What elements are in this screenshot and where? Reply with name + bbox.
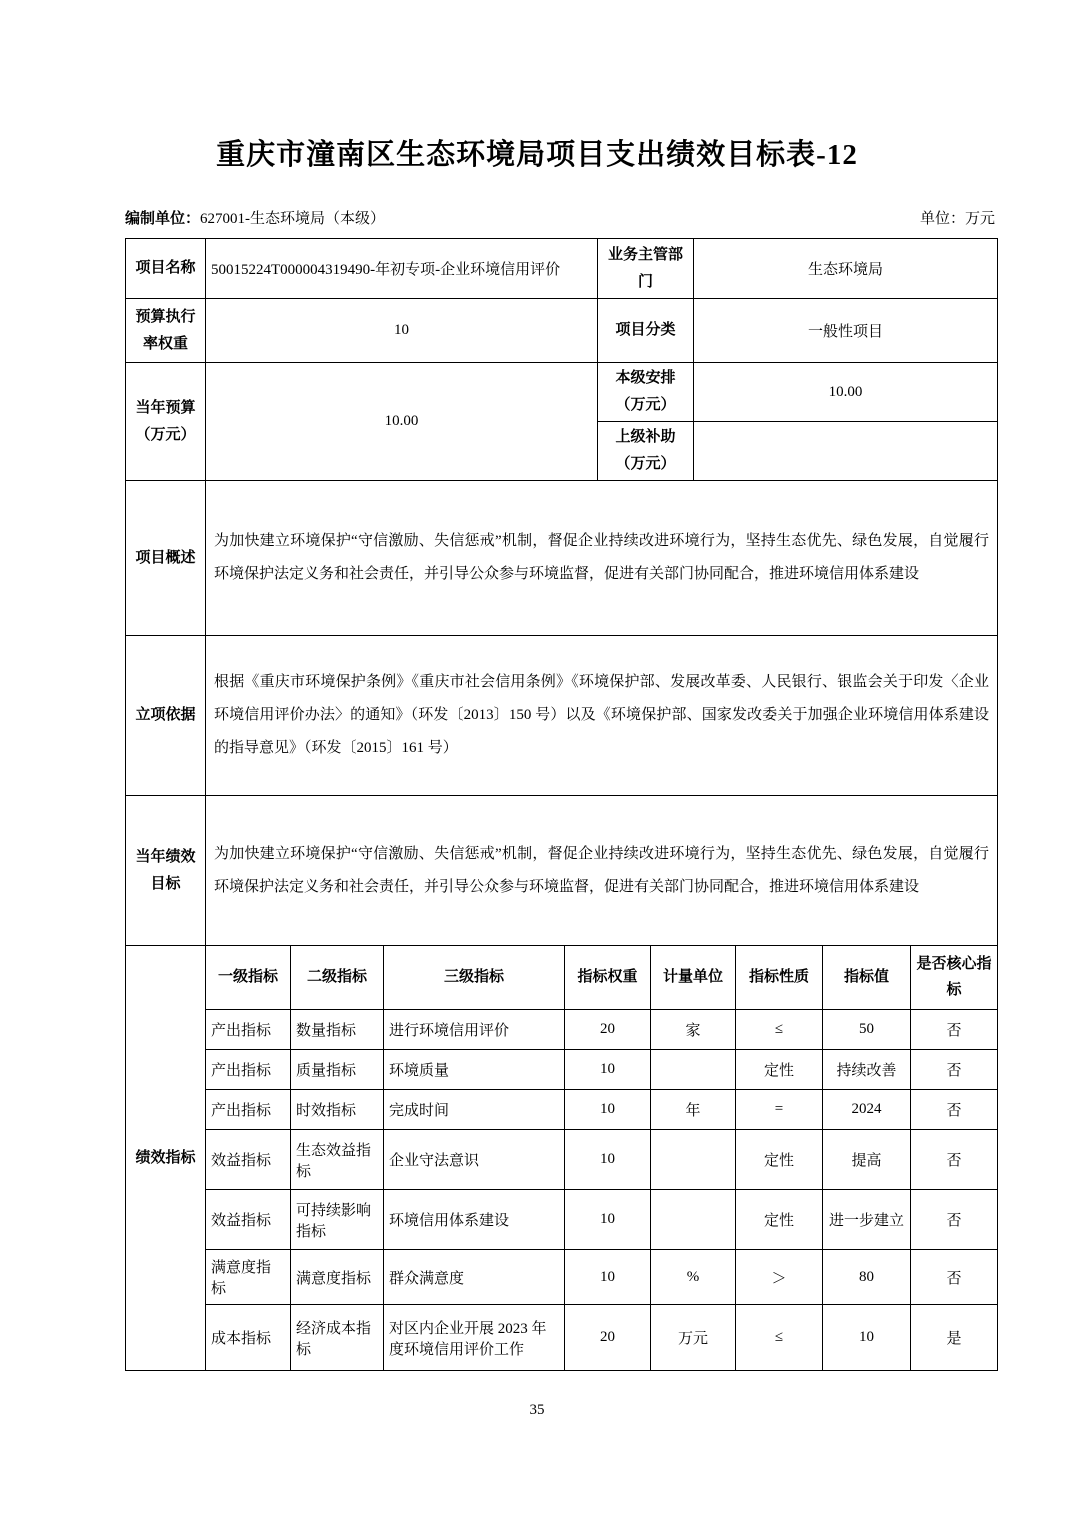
indicator-cell: 完成时间 [384, 1090, 565, 1130]
col-header-value: 指标值 [823, 946, 911, 1010]
indicator-cell: 定性 [736, 1190, 823, 1250]
indicator-cell: 进一步建立 [823, 1190, 911, 1250]
indicator-cell: 20 [565, 1010, 651, 1050]
indicator-cell: 生态效益指标 [291, 1130, 384, 1190]
superior-subsidy-label: 上级补助（万元） [598, 422, 694, 481]
indicator-cell: 10 [565, 1250, 651, 1305]
indicator-cell: 提高 [823, 1130, 911, 1190]
indicator-cell: 10 [565, 1130, 651, 1190]
col-header-level2: 二级指标 [291, 946, 384, 1010]
indicator-cell: 持续改善 [823, 1050, 911, 1090]
project-name-value: 50015224T000004319490-年初专项-企业环境信用评价 [206, 239, 598, 299]
indicator-row [126, 1130, 998, 1190]
currency-unit: 单位：万元 [919, 211, 995, 227]
indicator-cell: 进行环境信用评价 [384, 1010, 565, 1050]
indicator-cell: 否 [911, 1090, 998, 1130]
dept-value: 生态环境局 [694, 239, 998, 299]
indicator-cell: 效益指标 [206, 1190, 291, 1250]
indicator-cell: 经济成本指标 [291, 1305, 384, 1371]
indicator-cell: 否 [911, 1130, 998, 1190]
col-header-level1: 一级指标 [206, 946, 291, 1010]
indicators-table [125, 945, 998, 1371]
col-header-weight: 指标权重 [565, 946, 651, 1010]
project-overview-label: 项目概述 [126, 481, 206, 636]
indicator-cell: 否 [911, 1010, 998, 1050]
indicator-cell: 对区内企业开展 2023 年度环境信用评价工作 [384, 1305, 565, 1371]
superior-subsidy-value [694, 422, 998, 481]
col-header-unit: 计量单位 [651, 946, 736, 1010]
indicator-cell: 10 [565, 1190, 651, 1250]
indicator-cell: 2024 [823, 1090, 911, 1130]
budget-weight-label: 预算执行率权重 [126, 299, 206, 363]
indicator-cell [651, 1190, 736, 1250]
page-number: 35 [529, 1402, 545, 1418]
indicator-cell: ≤ [736, 1010, 823, 1050]
col-header-level3: 三级指标 [384, 946, 565, 1010]
col-header-core: 是否核心指标 [911, 946, 998, 1010]
indicator-row [126, 1190, 998, 1250]
annual-goal-text: 为加快建立环境保护“守信激励、失信惩戒”机制，督促企业持续改进环境行为，坚持生态优先、绿色发展，自觉履行环境保护法定义务和社会责任，并引导公众参与环境监督，促进有关部门协同配合，推进环境信用体系建设 [206, 796, 998, 946]
indicator-cell [651, 1050, 736, 1090]
indicator-cell: 效益指标 [206, 1130, 291, 1190]
indicator-cell: 产出指标 [206, 1050, 291, 1090]
indicator-row [126, 1010, 998, 1050]
indicator-row [126, 1250, 998, 1305]
indicator-cell: 定性 [736, 1130, 823, 1190]
category-value: 一般性项目 [694, 299, 998, 363]
indicator-cell: 80 [823, 1250, 911, 1305]
compiling-unit-label: 编制单位： [125, 211, 201, 227]
compiling-unit-value: 627001-生态环境局（本级） [200, 211, 386, 227]
year-budget-label: 当年预算（万元） [126, 363, 206, 481]
year-budget-value: 10.00 [206, 363, 598, 481]
local-arrangement-value: 10.00 [694, 363, 998, 422]
indicator-cell: 可持续影响指标 [291, 1190, 384, 1250]
indicator-cell: 环境质量 [384, 1050, 565, 1090]
indicator-cell: 20 [565, 1305, 651, 1371]
indicator-cell: 产出指标 [206, 1090, 291, 1130]
indicator-cell: = [736, 1090, 823, 1130]
indicator-cell: 10 [823, 1305, 911, 1371]
indicator-cell: 质量指标 [291, 1050, 384, 1090]
local-arrangement-label: 本级安排（万元） [598, 363, 694, 422]
indicator-row [126, 1050, 998, 1090]
project-basis-label: 立项依据 [126, 636, 206, 796]
budget-weight-value: 10 [206, 299, 598, 363]
compiling-unit [125, 207, 385, 228]
indicator-row [126, 1305, 998, 1371]
indicator-cell: 满意度指标 [291, 1250, 384, 1305]
indicators-label: 绩效指标 [126, 946, 206, 1371]
dept-label: 业务主管部门 [598, 239, 694, 299]
indicator-cell: 定性 [736, 1050, 823, 1090]
indicator-cell: 万元 [651, 1305, 736, 1371]
indicator-cell: ＞ [736, 1250, 823, 1305]
indicator-cell: 产出指标 [206, 1010, 291, 1050]
indicator-cell: 数量指标 [291, 1010, 384, 1050]
indicator-cell: 否 [911, 1190, 998, 1250]
project-name-label: 项目名称 [126, 239, 206, 299]
indicator-cell: 企业守法意识 [384, 1130, 565, 1190]
meta-row [125, 207, 995, 228]
indicator-cell: 10 [565, 1090, 651, 1130]
indicator-cell: 年 [651, 1090, 736, 1130]
col-header-nature: 指标性质 [736, 946, 823, 1010]
indicator-cell: ≤ [736, 1305, 823, 1371]
text-sections-table [125, 480, 998, 946]
indicator-cell: 环境信用体系建设 [384, 1190, 565, 1250]
indicator-cell: 否 [911, 1050, 998, 1090]
project-basis-text: 根据《重庆市环境保护条例》《重庆市社会信用条例》《环境保护部、发展改革委、人民银行、银监会关于印发〈企业环境信用评价办法〉的通知》（环发〔2013〕150 号）以及《环境保护部、国家发改委关于加强企业环境信用体系建设的指导意见》（环发〔2015〕161 号） [206, 636, 998, 796]
indicator-cell: 家 [651, 1010, 736, 1050]
indicator-cell: 50 [823, 1010, 911, 1050]
info-table [125, 238, 998, 481]
category-label: 项目分类 [598, 299, 694, 363]
indicator-cell: 是 [911, 1305, 998, 1371]
indicator-cell: 群众满意度 [384, 1250, 565, 1305]
annual-goal-label: 当年绩效目标 [126, 796, 206, 946]
project-overview-text: 为加快建立环境保护“守信激励、失信惩戒”机制，督促企业持续改进环境行为，坚持生态优先、绿色发展，自觉履行环境保护法定义务和社会责任，并引导公众参与环境监督，促进有关部门协同配合，推进环境信用体系建设 [206, 481, 998, 636]
page-title: 重庆市潼南区生态环境局项目支出绩效目标表-12 [216, 139, 858, 171]
indicator-cell: % [651, 1250, 736, 1305]
indicator-cell [651, 1130, 736, 1190]
indicator-cell: 10 [565, 1050, 651, 1090]
indicator-cell: 时效指标 [291, 1090, 384, 1130]
indicator-cell: 否 [911, 1250, 998, 1305]
indicator-cell: 满意度指标 [206, 1250, 291, 1305]
indicator-cell: 成本指标 [206, 1305, 291, 1371]
indicator-row [126, 1090, 998, 1130]
